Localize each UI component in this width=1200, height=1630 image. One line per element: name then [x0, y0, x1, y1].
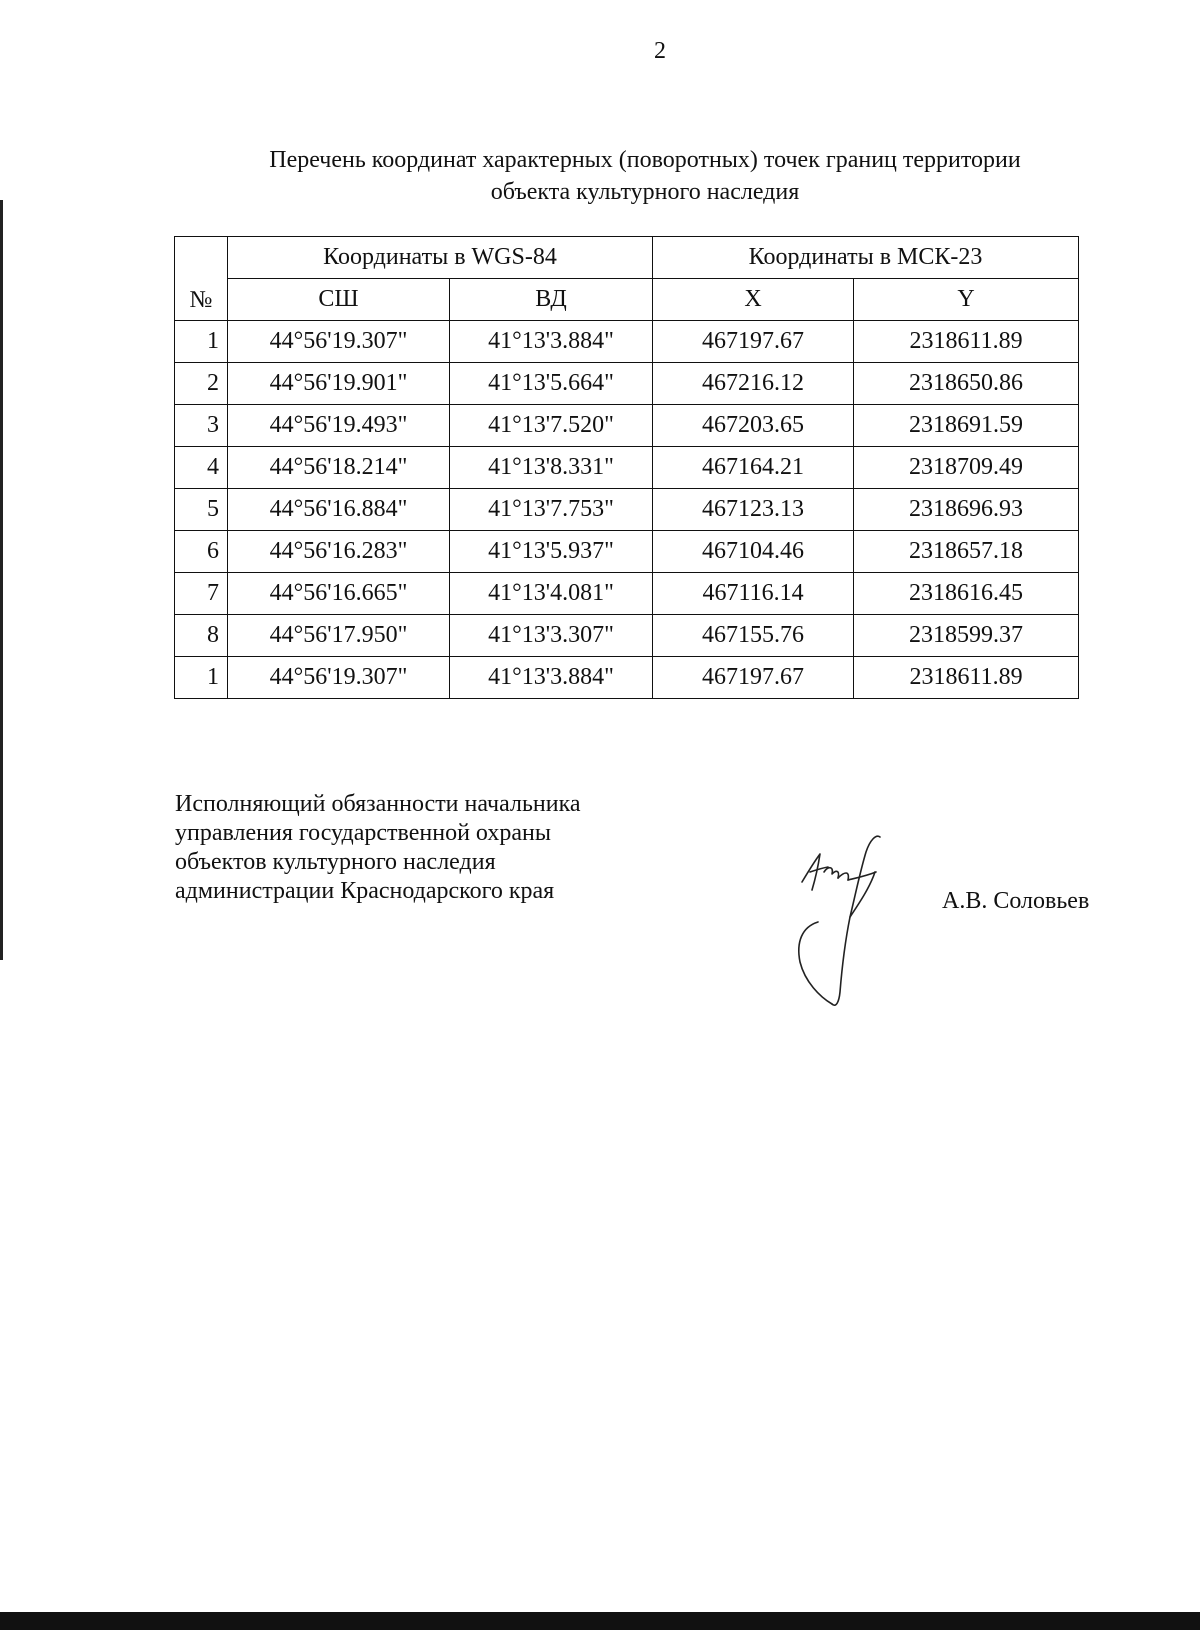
latitude-cell: 44°56'18.214"	[228, 447, 450, 489]
x-cell: 467104.46	[653, 531, 854, 573]
coordinates-table	[174, 236, 1079, 699]
title-line-2: объекта культурного наследия	[490, 179, 800, 205]
y-cell: 2318696.93	[854, 489, 1079, 531]
header-latitude: СШ	[228, 279, 450, 321]
y-cell: 2318611.89	[854, 321, 1079, 363]
header-y: Y	[854, 279, 1079, 321]
table-row	[175, 489, 1079, 531]
point-number: 8	[175, 615, 228, 657]
header-number: №	[175, 237, 228, 321]
table-row	[175, 573, 1079, 615]
point-number: 1	[175, 657, 228, 699]
position-line-3: объектов культурного наследия	[175, 849, 496, 875]
x-cell: 467197.67	[653, 657, 854, 699]
point-number: 6	[175, 531, 228, 573]
y-cell: 2318650.86	[854, 363, 1079, 405]
x-cell: 467216.12	[653, 363, 854, 405]
latitude-cell: 44°56'19.901"	[228, 363, 450, 405]
title-line-1: Перечень координат характерных (поворотных) точек границ территории	[269, 147, 1021, 173]
table-row	[175, 405, 1079, 447]
table-header-row-groups	[175, 237, 1079, 279]
longitude-cell: 41°13'3.884"	[450, 321, 653, 363]
table-header-row-columns	[175, 279, 1079, 321]
latitude-cell: 44°56'19.307"	[228, 657, 450, 699]
latitude-cell: 44°56'16.283"	[228, 531, 450, 573]
scan-bottom-edge	[0, 1612, 1200, 1630]
y-cell: 2318709.49	[854, 447, 1079, 489]
latitude-cell: 44°56'16.665"	[228, 573, 450, 615]
y-cell: 2318657.18	[854, 531, 1079, 573]
header-x: X	[653, 279, 854, 321]
table-row	[175, 447, 1079, 489]
table-row	[175, 531, 1079, 573]
table-row	[175, 363, 1079, 405]
longitude-cell: 41°13'5.664"	[450, 363, 653, 405]
header-wgs84-group: Координаты в WGS-84	[228, 237, 653, 279]
position-line-1: Исполняющий обязанности начальника	[175, 791, 581, 817]
x-cell: 467164.21	[653, 447, 854, 489]
longitude-cell: 41°13'8.331"	[450, 447, 653, 489]
y-cell: 2318691.59	[854, 405, 1079, 447]
latitude-cell: 44°56'19.307"	[228, 321, 450, 363]
document-title	[190, 144, 1100, 208]
longitude-cell: 41°13'3.884"	[450, 657, 653, 699]
page-number: 2	[654, 38, 666, 64]
header-msk23-group: Координаты в МСК-23	[653, 237, 1079, 279]
y-cell: 2318611.89	[854, 657, 1079, 699]
longitude-cell: 41°13'3.307"	[450, 615, 653, 657]
latitude-cell: 44°56'16.884"	[228, 489, 450, 531]
longitude-cell: 41°13'4.081"	[450, 573, 653, 615]
point-number: 2	[175, 363, 228, 405]
x-cell: 467116.14	[653, 573, 854, 615]
y-cell: 2318616.45	[854, 573, 1079, 615]
point-number: 3	[175, 405, 228, 447]
signatory-position	[175, 790, 581, 906]
x-cell: 467123.13	[653, 489, 854, 531]
point-number: 4	[175, 447, 228, 489]
x-cell: 467197.67	[653, 321, 854, 363]
longitude-cell: 41°13'7.520"	[450, 405, 653, 447]
point-number: 7	[175, 573, 228, 615]
latitude-cell: 44°56'17.950"	[228, 615, 450, 657]
position-line-4: администрации Краснодарского края	[175, 878, 555, 904]
handwritten-signature-icon	[790, 832, 920, 1012]
x-cell: 467155.76	[653, 615, 854, 657]
scan-left-edge	[0, 200, 3, 960]
point-number: 5	[175, 489, 228, 531]
table-body	[175, 321, 1079, 699]
table-row	[175, 657, 1079, 699]
header-longitude: ВД	[450, 279, 653, 321]
table-row	[175, 615, 1079, 657]
y-cell: 2318599.37	[854, 615, 1079, 657]
x-cell: 467203.65	[653, 405, 854, 447]
position-line-2: управления государственной охраны	[175, 820, 551, 846]
signer-name: А.В. Соловьев	[942, 888, 1090, 914]
table-row	[175, 321, 1079, 363]
latitude-cell: 44°56'19.493"	[228, 405, 450, 447]
longitude-cell: 41°13'7.753"	[450, 489, 653, 531]
point-number: 1	[175, 321, 228, 363]
longitude-cell: 41°13'5.937"	[450, 531, 653, 573]
